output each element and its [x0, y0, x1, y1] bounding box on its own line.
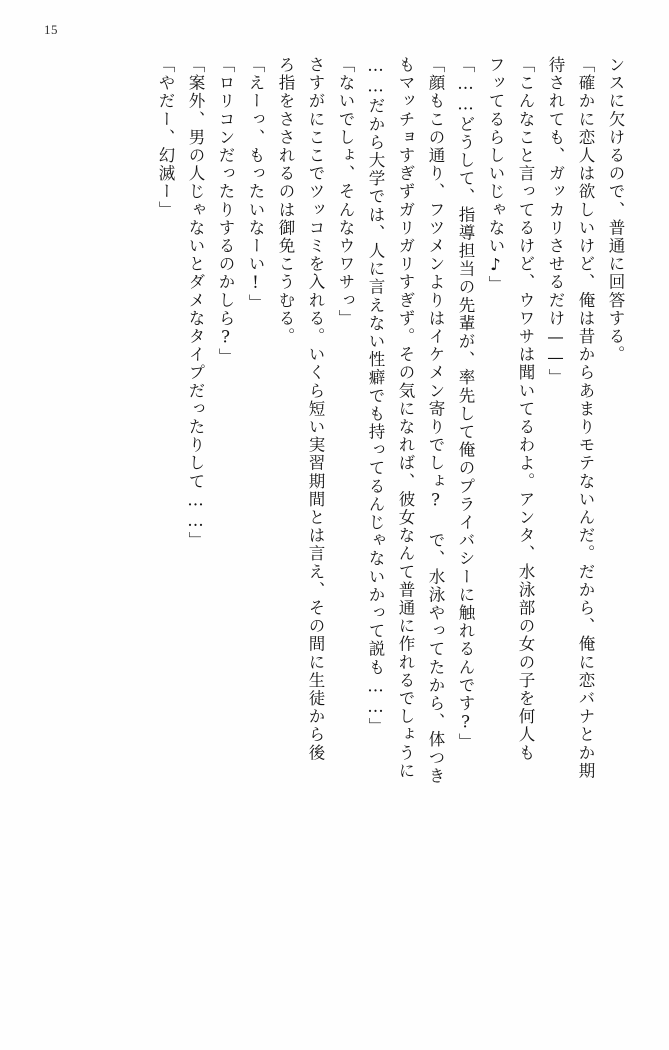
text-line: 「えーっ、もったいなーい!」: [246, 56, 265, 312]
page-number: 15: [44, 22, 58, 37]
text-line: ンスに欠けるので、普通に回答する。: [606, 56, 625, 364]
text-line: フッてるらしいじゃない♪」: [486, 56, 505, 294]
text-line: 「ないでしょ、そんなウワサっ」: [336, 56, 355, 328]
text-line: もマッチョすぎずガリガリすぎず。その気になれば、彼女なんて普通に作れるでしょうに: [396, 56, 415, 780]
text-line: 「顔もこの通り、フツメンよりはイケメン寄りでしょ? で、水泳やってたから、体つき: [426, 56, 445, 785]
vertical-text-body: [46, 56, 623, 1002]
text-line: 待されても、ガッカリさせるだけ——」: [546, 56, 565, 387]
text-line: 「……どうして、指導担当の先輩が、率先して俺のプライバシーに触れるんです?」: [456, 56, 475, 752]
text-line: 「ロリコンだったりするのかしら?」: [216, 56, 235, 367]
text-line: ……だから大学では、人に言えない性癖でも持ってるんじゃないかって説も……」: [366, 56, 385, 736]
text-line: 「案外、男の人じゃないとダメなタイプだったりして……」: [186, 56, 205, 550]
text-line: さすがにここでツッコミを入れる。いくら短い実習期間とは言え、その間に生徒から後: [306, 56, 325, 762]
text-line: 「こんなこと言ってるけど、ウワサは聞いてるわよ。アンタ、水泳部の女の子を何人も: [516, 56, 535, 762]
text-line: ろ指をさされるのは御免こうむる。: [276, 56, 295, 346]
text-line: 「確かに恋人は欲しいけど、俺は昔からあまりモテないんだ。だから、俺に恋バナとか期: [576, 56, 595, 780]
text-line: 「やだー、幻滅ー」: [156, 56, 175, 219]
